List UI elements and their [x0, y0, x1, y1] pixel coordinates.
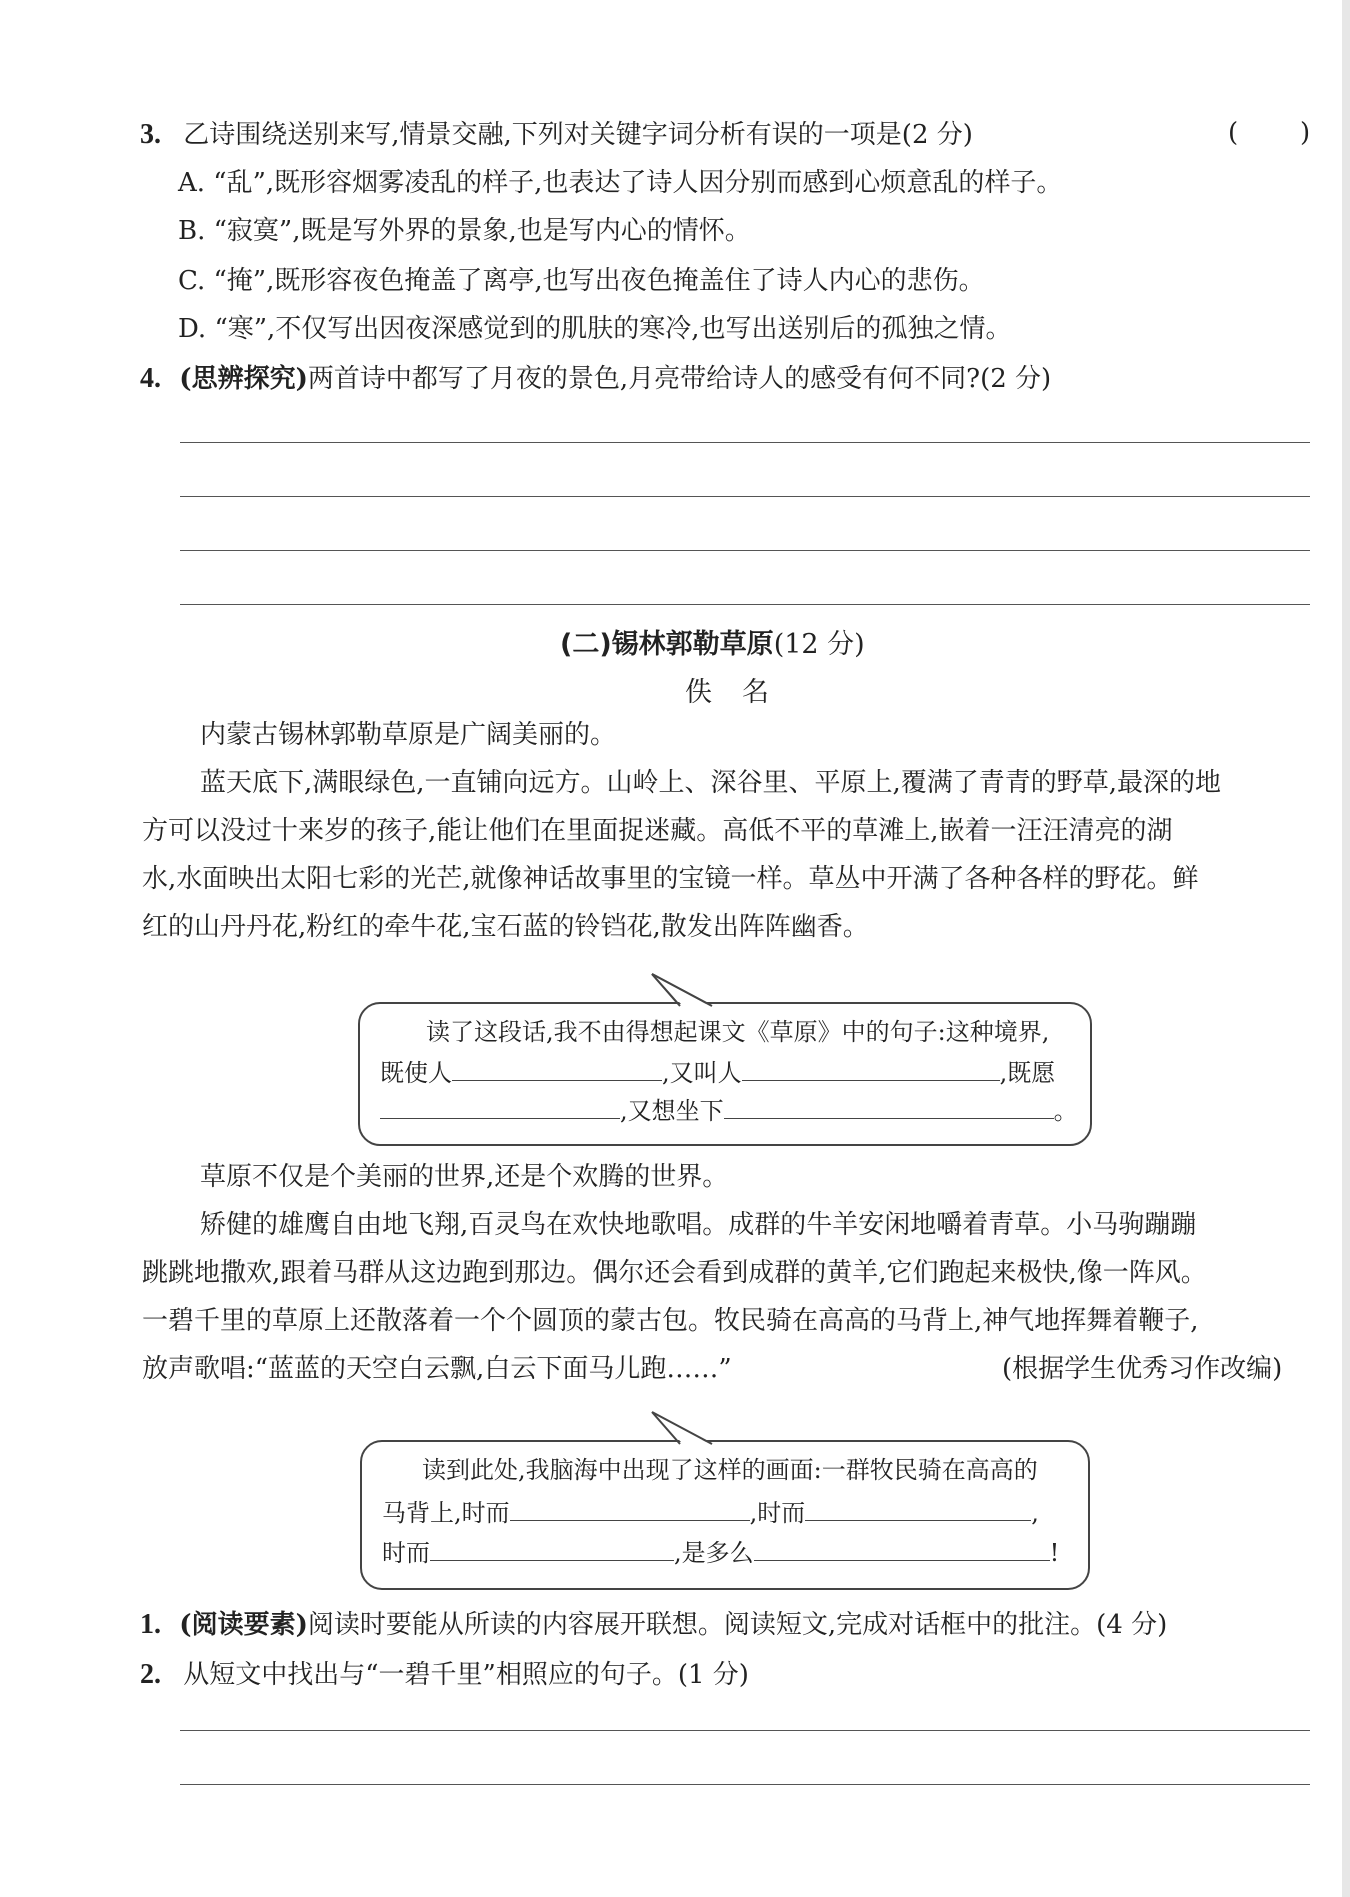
bubble-text: ,既愿: [999, 1059, 1056, 1087]
fill-blank[interactable]: [452, 1054, 662, 1081]
fill-blank[interactable]: [805, 1494, 1031, 1521]
page-edge: [1342, 0, 1350, 1897]
bubble-text: 既使人: [380, 1059, 452, 1087]
answer-bracket-close: ): [1300, 118, 1311, 148]
question-text: 乙诗围绕送别来写,情景交融,下列对关键字词分析有误的一项是(2 分): [183, 120, 973, 150]
fill-blank[interactable]: [754, 1534, 1050, 1561]
question-4: [140, 362, 1051, 396]
passage-paragraph-3: 草原不仅是个美丽的世界,还是个欢腾的世界。: [200, 1162, 729, 1192]
bubble-line-3: [380, 1092, 1078, 1127]
bubble-line-2: [380, 1054, 1055, 1089]
author: 佚名: [685, 677, 799, 708]
bubble-text: ,又想坐下: [620, 1097, 724, 1125]
bubble-line-1: 读到此处,我脑海中出现了这样的画面:一群牧民骑在高高的: [422, 1456, 1038, 1484]
option-a: A. “乱”,既形容烟雾凌乱的样子,也表达了诗人因分别而感到心烦意乱的样子。: [178, 168, 1063, 198]
passage-line: 跳跳地撒欢,跟着马群从这边跑到那边。偶尔还会看到成群的黄羊,它们跑起来极快,像一阵风。: [142, 1258, 1207, 1288]
answer-bracket-open: (: [1228, 118, 1239, 148]
question-number: 3.: [140, 119, 161, 150]
bubble-line-3: [382, 1534, 1059, 1569]
question-tag: (阅读要素): [179, 1610, 308, 1640]
speech-bubble-2: [360, 1440, 1090, 1590]
fill-blank[interactable]: [430, 1534, 674, 1561]
fill-blank[interactable]: [380, 1092, 620, 1119]
sub-question-2: [140, 1658, 749, 1692]
option-c: C. “掩”,既形容夜色掩盖了离亭,也写出夜色掩盖住了诗人内心的悲伤。: [178, 266, 985, 296]
question-text: 阅读时要能从所读的内容展开联想。阅读短文,完成对话框中的批注。(4 分): [307, 1610, 1168, 1640]
passage-line: 矫健的雄鹰自由地飞翔,百灵鸟在欢快地歌唱。成群的牛羊安闲地嚼着青草。小马驹蹦蹦: [200, 1210, 1197, 1240]
answer-line[interactable]: [180, 550, 1310, 551]
bubble-line-2: [382, 1494, 1039, 1529]
passage-line: 放声歌唱:“蓝蓝的天空白云飘,白云下面马儿跑……”: [142, 1354, 732, 1384]
passage-line: 方可以没过十来岁的孩子,能让他们在里面捉迷藏。高低不平的草滩上,嵌着一汪汪清亮的湖: [142, 816, 1173, 846]
bubble-line-1: 读了这段话,我不由得想起课文《草原》中的句子:这种境界,: [426, 1018, 1050, 1046]
question-number: 2.: [140, 1659, 161, 1690]
bubble-text: !: [1049, 1539, 1060, 1567]
passage-source: (根据学生优秀习作改编): [1002, 1354, 1283, 1384]
speech-bubble-1: [358, 1002, 1092, 1146]
passage-line: 红的山丹丹花,粉红的牵牛花,宝石蓝的铃铛花,散发出阵阵幽香。: [142, 912, 869, 942]
bubble-text: 时而: [382, 1539, 430, 1567]
answer-line[interactable]: [180, 496, 1310, 497]
answer-line[interactable]: [180, 1730, 1310, 1731]
passage-paragraph-1: 内蒙古锡林郭勒草原是广阔美丽的。: [200, 720, 617, 750]
question-tag: (思辨探究): [179, 364, 308, 394]
fill-blank[interactable]: [724, 1092, 1054, 1119]
option-b: B. “寂寞”,既是写外界的景象,也是写内心的情怀。: [178, 216, 751, 246]
answer-line[interactable]: [180, 442, 1310, 443]
bubble-text: 。: [1053, 1097, 1078, 1125]
passage-line: 一碧千里的草原上还散落着一个个圆顶的蒙古包。牧民骑在高高的马背上,神气地挥舞着鞭子,: [142, 1306, 1199, 1336]
fill-blank[interactable]: [742, 1054, 1000, 1081]
speech-bubble-tail-cover: [650, 972, 720, 1008]
question-number: 1.: [140, 1609, 161, 1640]
bubble-text: 马背上,时而: [382, 1499, 510, 1527]
fill-blank[interactable]: [510, 1494, 750, 1521]
answer-line[interactable]: [180, 1784, 1310, 1785]
option-d: D. “寒”,不仅写出因夜深感觉到的肌肤的寒冷,也写出送别后的孤独之情。: [178, 314, 1012, 344]
bubble-text: ,又叫人: [662, 1059, 742, 1087]
section-title-text: (二)锡林郭勒草原: [560, 629, 774, 660]
sub-question-1: [140, 1608, 1167, 1642]
bubble-text: ,: [1031, 1499, 1039, 1527]
answer-line[interactable]: [180, 604, 1310, 605]
question-text: 两首诗中都写了月夜的景色,月亮带给诗人的感受有何不同?(2 分): [307, 364, 1052, 394]
speech-bubble-tail: [650, 1410, 720, 1446]
section-score: (12 分): [773, 629, 865, 660]
bubble-text: ,时而: [749, 1499, 806, 1527]
passage-line: 水,水面映出太阳七彩的光芒,就像神话故事里的宝镜一样。草丛中开满了各种各样的野花。鲜: [142, 864, 1199, 894]
question-number: 4.: [140, 363, 161, 394]
passage-line: 蓝天底下,满眼绿色,一直铺向远方。山岭上、深谷里、平原上,覆满了青青的野草,最深的地: [200, 768, 1222, 798]
bubble-text: ,是多么: [674, 1539, 754, 1567]
question-3: [140, 118, 973, 152]
question-text: 从短文中找出与“一碧千里”相照应的句子。(1 分): [183, 1660, 749, 1690]
section-title: [560, 622, 865, 661]
